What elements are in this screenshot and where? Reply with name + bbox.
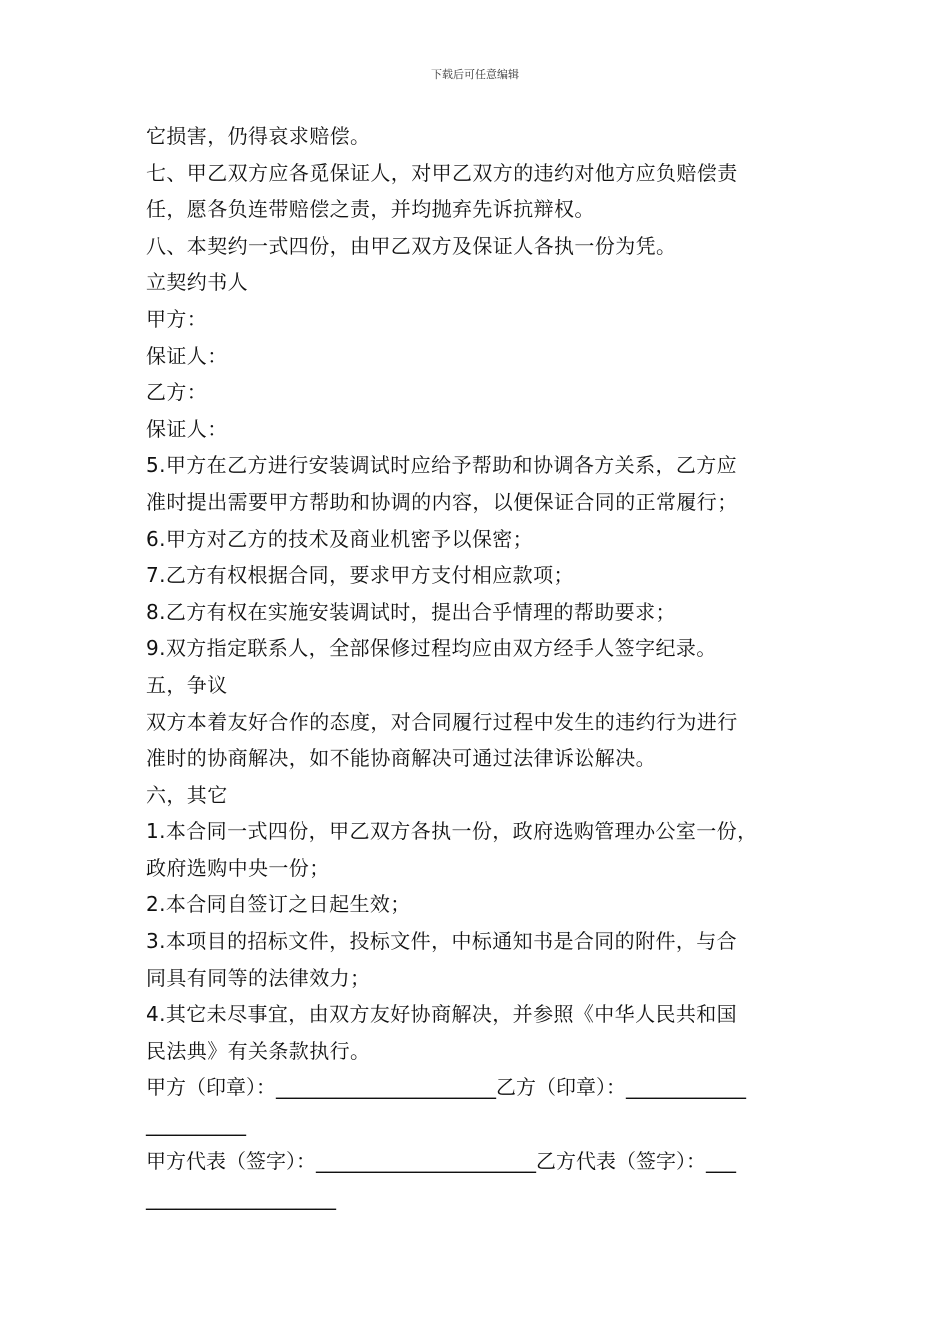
paragraph-line: 它损害，仍得哀求赔偿。 (146, 124, 371, 148)
paragraph-line: 3.本项目的招标文件，投标文件，中标通知书是合同的附件，与合 (146, 929, 738, 954)
representative-signature-line-continued[interactable]: ___________________ (146, 1186, 336, 1211)
paragraph-line: 6.甲方对乙方的技术及商业机密予以保密； (146, 526, 534, 551)
paragraph-line: 乙方： (146, 380, 208, 405)
document-body (146, 118, 826, 1217)
paragraph-line: 7.乙方有权根据合同，要求甲方支付相应款项； (146, 563, 574, 588)
paragraph-line: 七、甲乙双方应各觅保证人，对甲乙双方的违约对他方应负赔偿责 (146, 160, 738, 185)
paragraph-line: 八、本契约一式四份，由甲乙双方及保证人各执一份为凭。 (146, 233, 677, 258)
paragraph-line: 准时的协商解决，如不能协商解决可通过法律诉讼解决。 (146, 746, 656, 771)
paragraph-line: 2.本合同自签订之日起生效； (146, 892, 411, 917)
seal-signature-line-continued[interactable]: __________ (146, 1112, 246, 1137)
paragraph-line: 9.双方指定联系人，全部保修过程均应由双方经手人签字纪录。 (146, 636, 717, 661)
paragraph-line: 准时提出需要甲方帮助和协调的内容，以便保证合同的正常履行； (146, 489, 738, 514)
paragraph-line: 立契约书人 (146, 270, 248, 295)
paragraph-line: 同具有同等的法律效力； (146, 965, 371, 990)
paragraph-line: 1.本合同一式四份，甲乙双方各执一份，政府选购管理办公室一份， (146, 819, 758, 844)
paragraph-line: 甲方： (146, 306, 208, 331)
paragraph-line: 保证人： (146, 416, 228, 441)
paragraph-line: 任，愿各负连带赔偿之责，并均抛弃先诉抗辩权。 (146, 197, 595, 222)
page-header: 下载后可任意编辑 (431, 68, 519, 81)
paragraph-line: 民法典》有关条款执行。 (146, 1038, 371, 1063)
section-heading: 六，其它 (146, 782, 228, 807)
signature-block (146, 1069, 826, 1217)
paragraph-line: 双方本着友好合作的态度，对合同履行过程中发生的违约行为进行 (146, 709, 738, 734)
representative-signature-line[interactable]: 甲方代表（签字）：______________________乙方代表（签字）：___ (146, 1149, 736, 1174)
seal-signature-line[interactable]: 甲方（印章）：______________________乙方（印章）：____________ (146, 1075, 746, 1100)
paragraph-line: 政府选购中央一份； (146, 855, 330, 880)
paragraph-line: 8.乙方有权在实施安装调试时，提出合乎情理的帮助要求； (146, 599, 676, 624)
paragraph-line: 4.其它未尽事宜，由双方友好协商解决，并参照《中华人民共和国 (146, 1002, 738, 1027)
paragraph-line: 5.甲方在乙方进行安装调试时应给予帮助和协调各方关系，乙方应 (146, 453, 738, 478)
paragraph-line: 保证人： (146, 343, 228, 368)
section-heading: 五，争议 (146, 672, 228, 697)
